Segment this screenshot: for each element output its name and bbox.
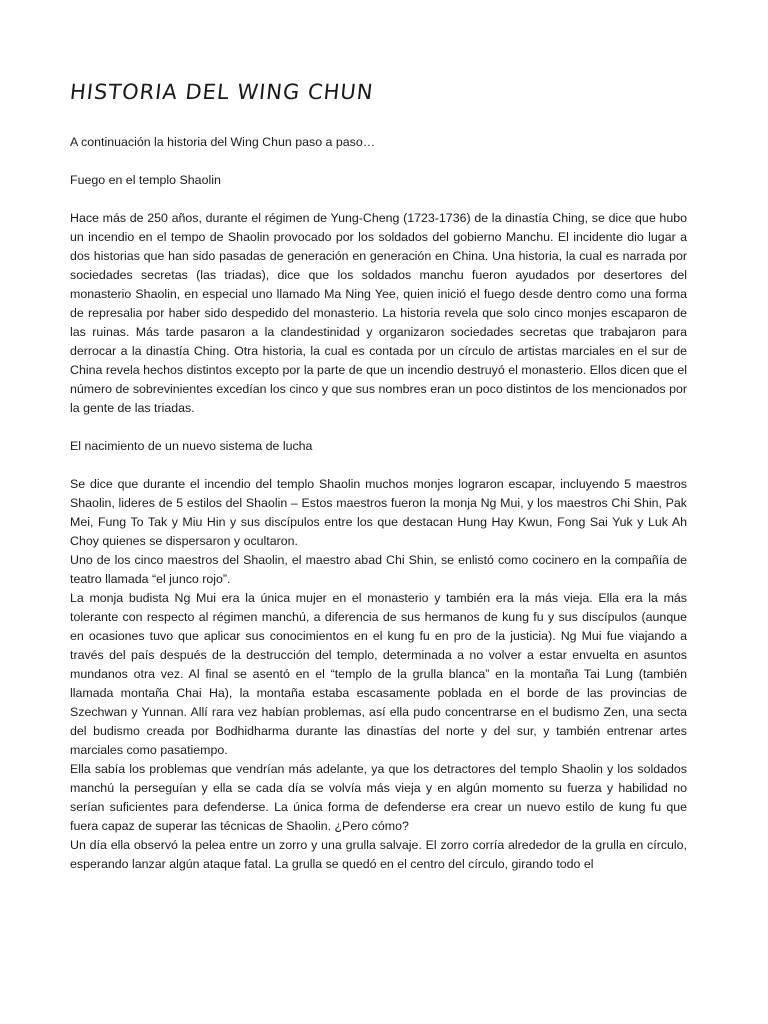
intro-line: A continuación la historia del Wing Chun paso a paso…	[70, 135, 376, 149]
document-title: HISTORIA DEL WING CHUN	[68, 80, 375, 104]
spacer	[70, 418, 687, 437]
paragraph-nacimiento-1: Se dice que durante el incendio del templo Shaolin muchos monjes lograron escapar, incluyendo 5 maestros Shaolin, lideres de 5 estilos del Shaolin – Estos maestros fueron la monja Ng Mui, y los maestros Chi Shin, Pak Mei, Fung To Tak y Miu Hin y sus discípulos entre los que destacan Hung Hay Kwun, Fong Sai Yuk y Luk Ah Choy quienes se dispersaron y ocultaron.	[70, 477, 687, 548]
spacer	[70, 456, 687, 475]
paragraph-fuego: Hace más de 250 años, durante el régimen de Yung-Cheng (1723-1736) de la dinastía Ching, se dice que hubo un incendio en el tempo de Shaolin provocado por los soldados del gobierno Manchu. El incidente dio lugar a dos historias que han sido pasadas de generación en generación en China. Una historia, la cual es narrada por sociedades secretas (las triadas), dice que los soldados manchu fueron ayudados por desertores del monasterio Shaolin, en especial uno llamado Ma Ning Yee, quien inició el fuego desde dentro como una forma de represalia por haber sido despedido del monasterio. La historia revela que solo cinco monjes escaparon de las ruinas. Más tarde pasaron a la clandestinidad y organizaron sociedades secretas que trabajaron para derrocar a la dinastía Ching. Otra historia, la cual es contada por un círculo de artistas marciales en el sur de China revela hechos distintos excepto por la parte de que un incendio destruyó el monasterio. Ellos dicen que el número de sobrevinientes excedían los cinco y que sus nombres eran un poco distintos de los mencionados por la gente de las triadas.	[70, 211, 687, 415]
paragraph-nacimiento-2: Uno de los cinco maestros del Shaolin, el maestro abad Chi Shin, se enlistó como cocinero en la compañía de teatro llamada “el junco rojo”.	[70, 553, 687, 586]
paragraph-nacimiento-4: Ella sabía los problemas que vendrían más adelante, ya que los detractores del templo Shaolin y los soldados manchú la perseguían y ella se cada día se volvía más vieja y en algún momento su fuerza y habilidad no serían suficientes para defenderse. La única forma de defenderse era crear un nuevo estilo de kung fu que fuera capaz de superar las técnicas de Shaolin. ¿Pero cómo?	[70, 762, 687, 833]
paragraph-nacimiento-3: La monja budista Ng Mui era la única mujer en el monasterio y también era la más vieja. Ella era la más tolerante con respecto al régimen manchú, a diferencia de sus hermanos de kung fu y sus discípulos (aunque en ocasiones tuvo que aplicar sus conocimientos en el kung fu en pro de la justicia). Ng Mui fue viajando a través del país después de la destrucción del templo, determinada a no volver a estar envuelta en asuntos mundanos otra vez. Al final se asentó en el “templo de la grulla blanca” en la montaña Tai Lung (también llamada montaña Chai Ha), la montaña estaba escasamente poblada en el borde de las provincias de Szechwan y Yunnan. Allí rara vez habían problemas, así ella pudo concentrarse en el budismo Zen, una secta del budismo creada por Bodhidharma durante las dinastías del norte y del sur, y también entrenar artes marciales como pasatiempo.	[70, 591, 687, 757]
document-body	[70, 133, 687, 874]
section-heading-fuego: Fuego en el templo Shaolin	[70, 173, 221, 187]
spacer	[70, 190, 687, 209]
paragraph-nacimiento-5: Un día ella observó la pelea entre un zorro y una grulla salvaje. El zorro corría alrededor de la grulla en círculo, esperando lanzar algún ataque fatal. La grulla se quedó en el centro del círculo, girando todo el	[70, 838, 687, 871]
spacer	[70, 152, 687, 171]
section-heading-nacimiento: El nacimiento de un nuevo sistema de lucha	[70, 439, 313, 453]
